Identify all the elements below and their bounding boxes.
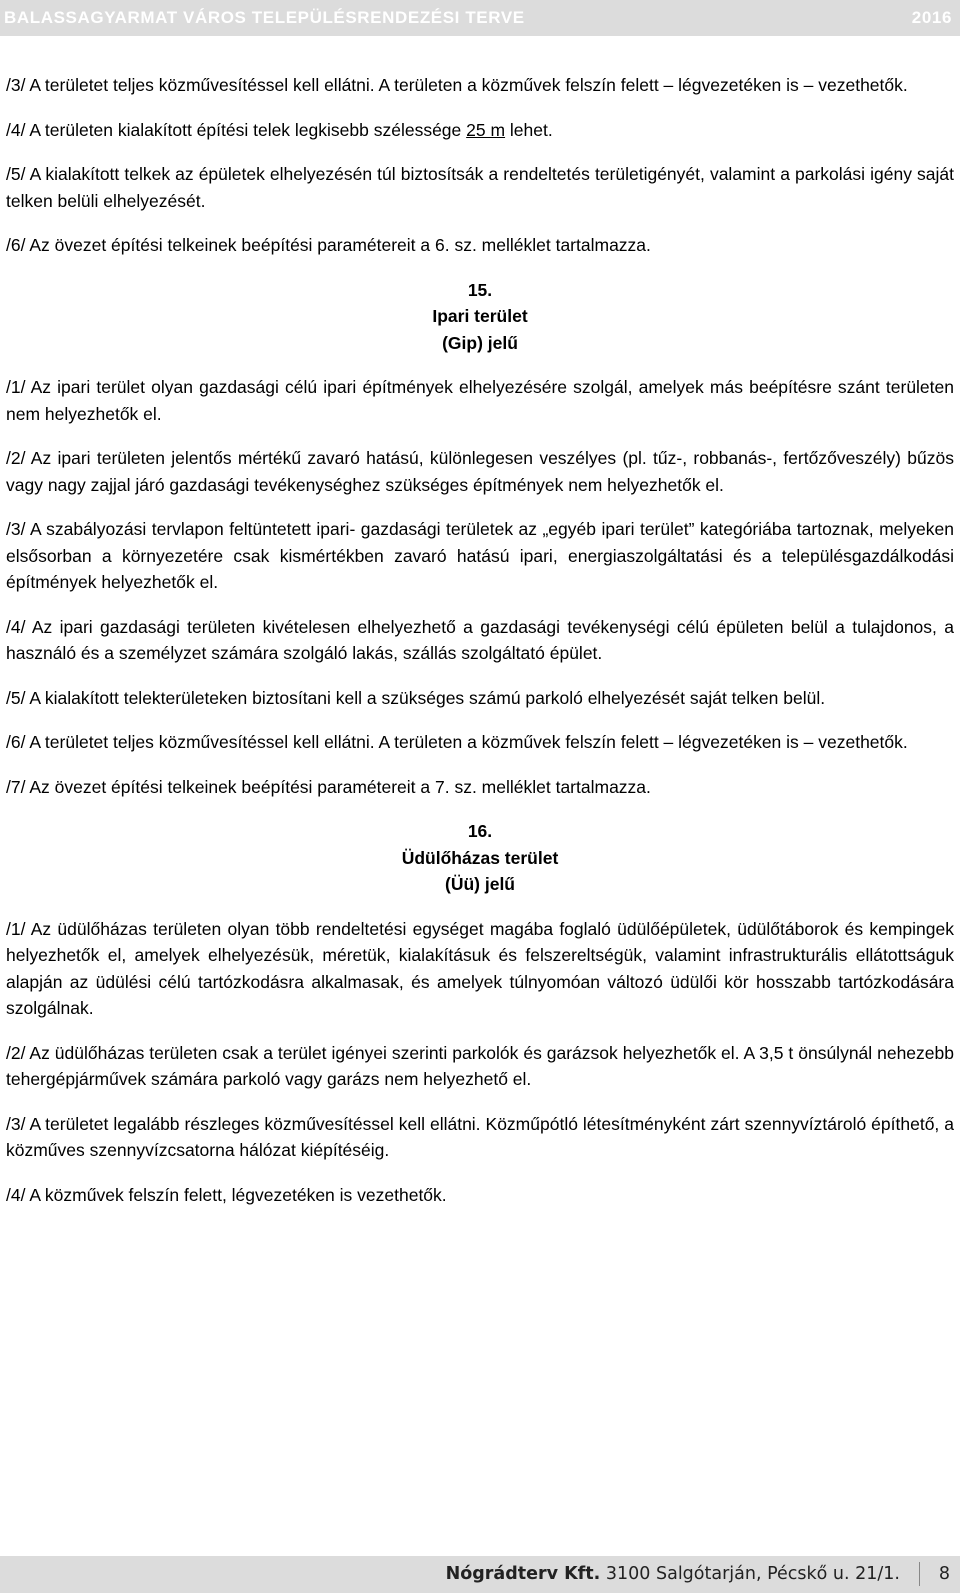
document-year: 2016 bbox=[911, 8, 952, 27]
page-number: 8 bbox=[938, 1564, 950, 1584]
paragraph: /4/ A közművek felszín felett, légvezetéken is vezethetők. bbox=[6, 1184, 447, 1205]
underlined-value: 25 m bbox=[466, 119, 506, 140]
paragraph: /1/ Az ipari terület olyan gazdasági célú ipari építmények elhelyezésére szolgál, amelyek más beépítésre szánt területen nem helyezhetők el. bbox=[6, 377, 954, 424]
paragraph: /5/ A kialakított telekterületeken biztosítani kell a szükséges számú parkoló elhelyezését saját telken belül. bbox=[6, 687, 826, 708]
paragraph: /2/ Az üdülőházas területen csak a terület igényei szerinti parkolók és garázsok helyezhetők el. A 3,5 t önsúlynál nehezebb tehergépjárművek számára parkoló vagy garázs nem helyezhető el. bbox=[6, 1042, 954, 1089]
document-title: BALASSAGYARMAT VÁROS TELEPÜLÉSRENDEZÉSI TERVE bbox=[4, 8, 525, 27]
footer-address: 3100 Salgótarján, Pécskő u. 21/1. bbox=[605, 1564, 900, 1584]
footer-divider bbox=[919, 1562, 920, 1586]
paragraph: /4/ Az ipari gazdasági területen kivételesen elhelyezhető a gazdasági tevékenységi célú épületen belül a tulajdonos, a használó és a személyzet számára szolgáló lakás, szállás szolgáltató épület. bbox=[6, 616, 954, 663]
section-subtitle: (Üü) jelű bbox=[445, 874, 515, 894]
paragraph: /6/ A területet teljes közművesítéssel kell ellátni. A területen a közművek felszín felett – légvezetéken is – vezethetők. bbox=[6, 732, 908, 752]
section-title: Üdülőházas terület bbox=[401, 847, 559, 868]
document-footer bbox=[0, 1556, 960, 1593]
footer-company: Nógrádterv Kft. bbox=[445, 1564, 601, 1584]
section-title: Ipari terület bbox=[432, 306, 528, 326]
document-header bbox=[0, 0, 960, 36]
section-number: 15. bbox=[467, 279, 493, 300]
paragraph: /7/ Az övezet építési telkeinek beépítési paramétereit a 7. sz. melléklet tartalmazza. bbox=[6, 776, 651, 797]
paragraph-text: /4/ A területen kialakított építési telek legkisebb szélessége bbox=[6, 119, 467, 140]
paragraph-text: lehet. bbox=[505, 119, 553, 140]
section-subtitle: (Gip) jelű bbox=[442, 332, 518, 353]
paragraph: /2/ Az ipari területen jelentős mértékű zavaró hatású, különlegesen veszélyes (pl. tűz-, robbanás-, fertőzőveszély) bűzös vagy nagy zajjal járó gazdasági tevékenységhez szükséges építmények nem helyezhetők el. bbox=[6, 448, 954, 495]
paragraph: /3/ A szabályozási tervlapon feltüntetett ipari- gazdasági területek az „egyéb ipari terület” kategóriába tartoznak, melyeken elsősorban a környezetére csak kismértékben zavaró hatású ipari, energiaszolgáltatási és a településgazdálkodási építmények helyezhetők el. bbox=[6, 519, 954, 592]
paragraph bbox=[6, 117, 954, 144]
paragraph: /1/ Az üdülőházas területen olyan több rendeltetési egységet magába foglaló üdülőépületek, üdülőtáborok és kempingek helyezhetők el, amelyek elhelyezésük, méretük, kialakításuk és felszereltségük, valamint infrastrukturális ellátottságuk alapján az üdülési célú tartózkodásra alkalmasak, és amelyek túlnyomóan változó üdülői kör hosszabb tartózkodására szolgálnak. bbox=[6, 918, 954, 1018]
paragraph: /6/ Az övezet építési telkeinek beépítési paramétereit a 6. sz. melléklet tartalmazza. bbox=[6, 235, 651, 255]
paragraph: /3/ A területet teljes közművesítéssel kell ellátni. A területen a közművek felszín felett – légvezetéken is – vezethetők. bbox=[6, 75, 908, 95]
paragraph: /3/ A területet legalább részleges közművesítéssel kell ellátni. Közműpótló létesítményként zárt szennyvíztároló építhető, a közműves szennyvízcsatorna hálózat kiépítéséig. bbox=[6, 1113, 954, 1160]
paragraph: /5/ A kialakított telkek az épületek elhelyezésén túl biztosítsák a rendeltetés területigényét, valamint a parkolási igény saját telken belüli elhelyezését. bbox=[6, 164, 954, 211]
section-heading-15 bbox=[6, 277, 954, 357]
footer-address-line bbox=[446, 1564, 900, 1584]
document-body bbox=[6, 72, 954, 1208]
section-number: 16. bbox=[467, 821, 493, 841]
section-heading-16 bbox=[6, 818, 954, 898]
